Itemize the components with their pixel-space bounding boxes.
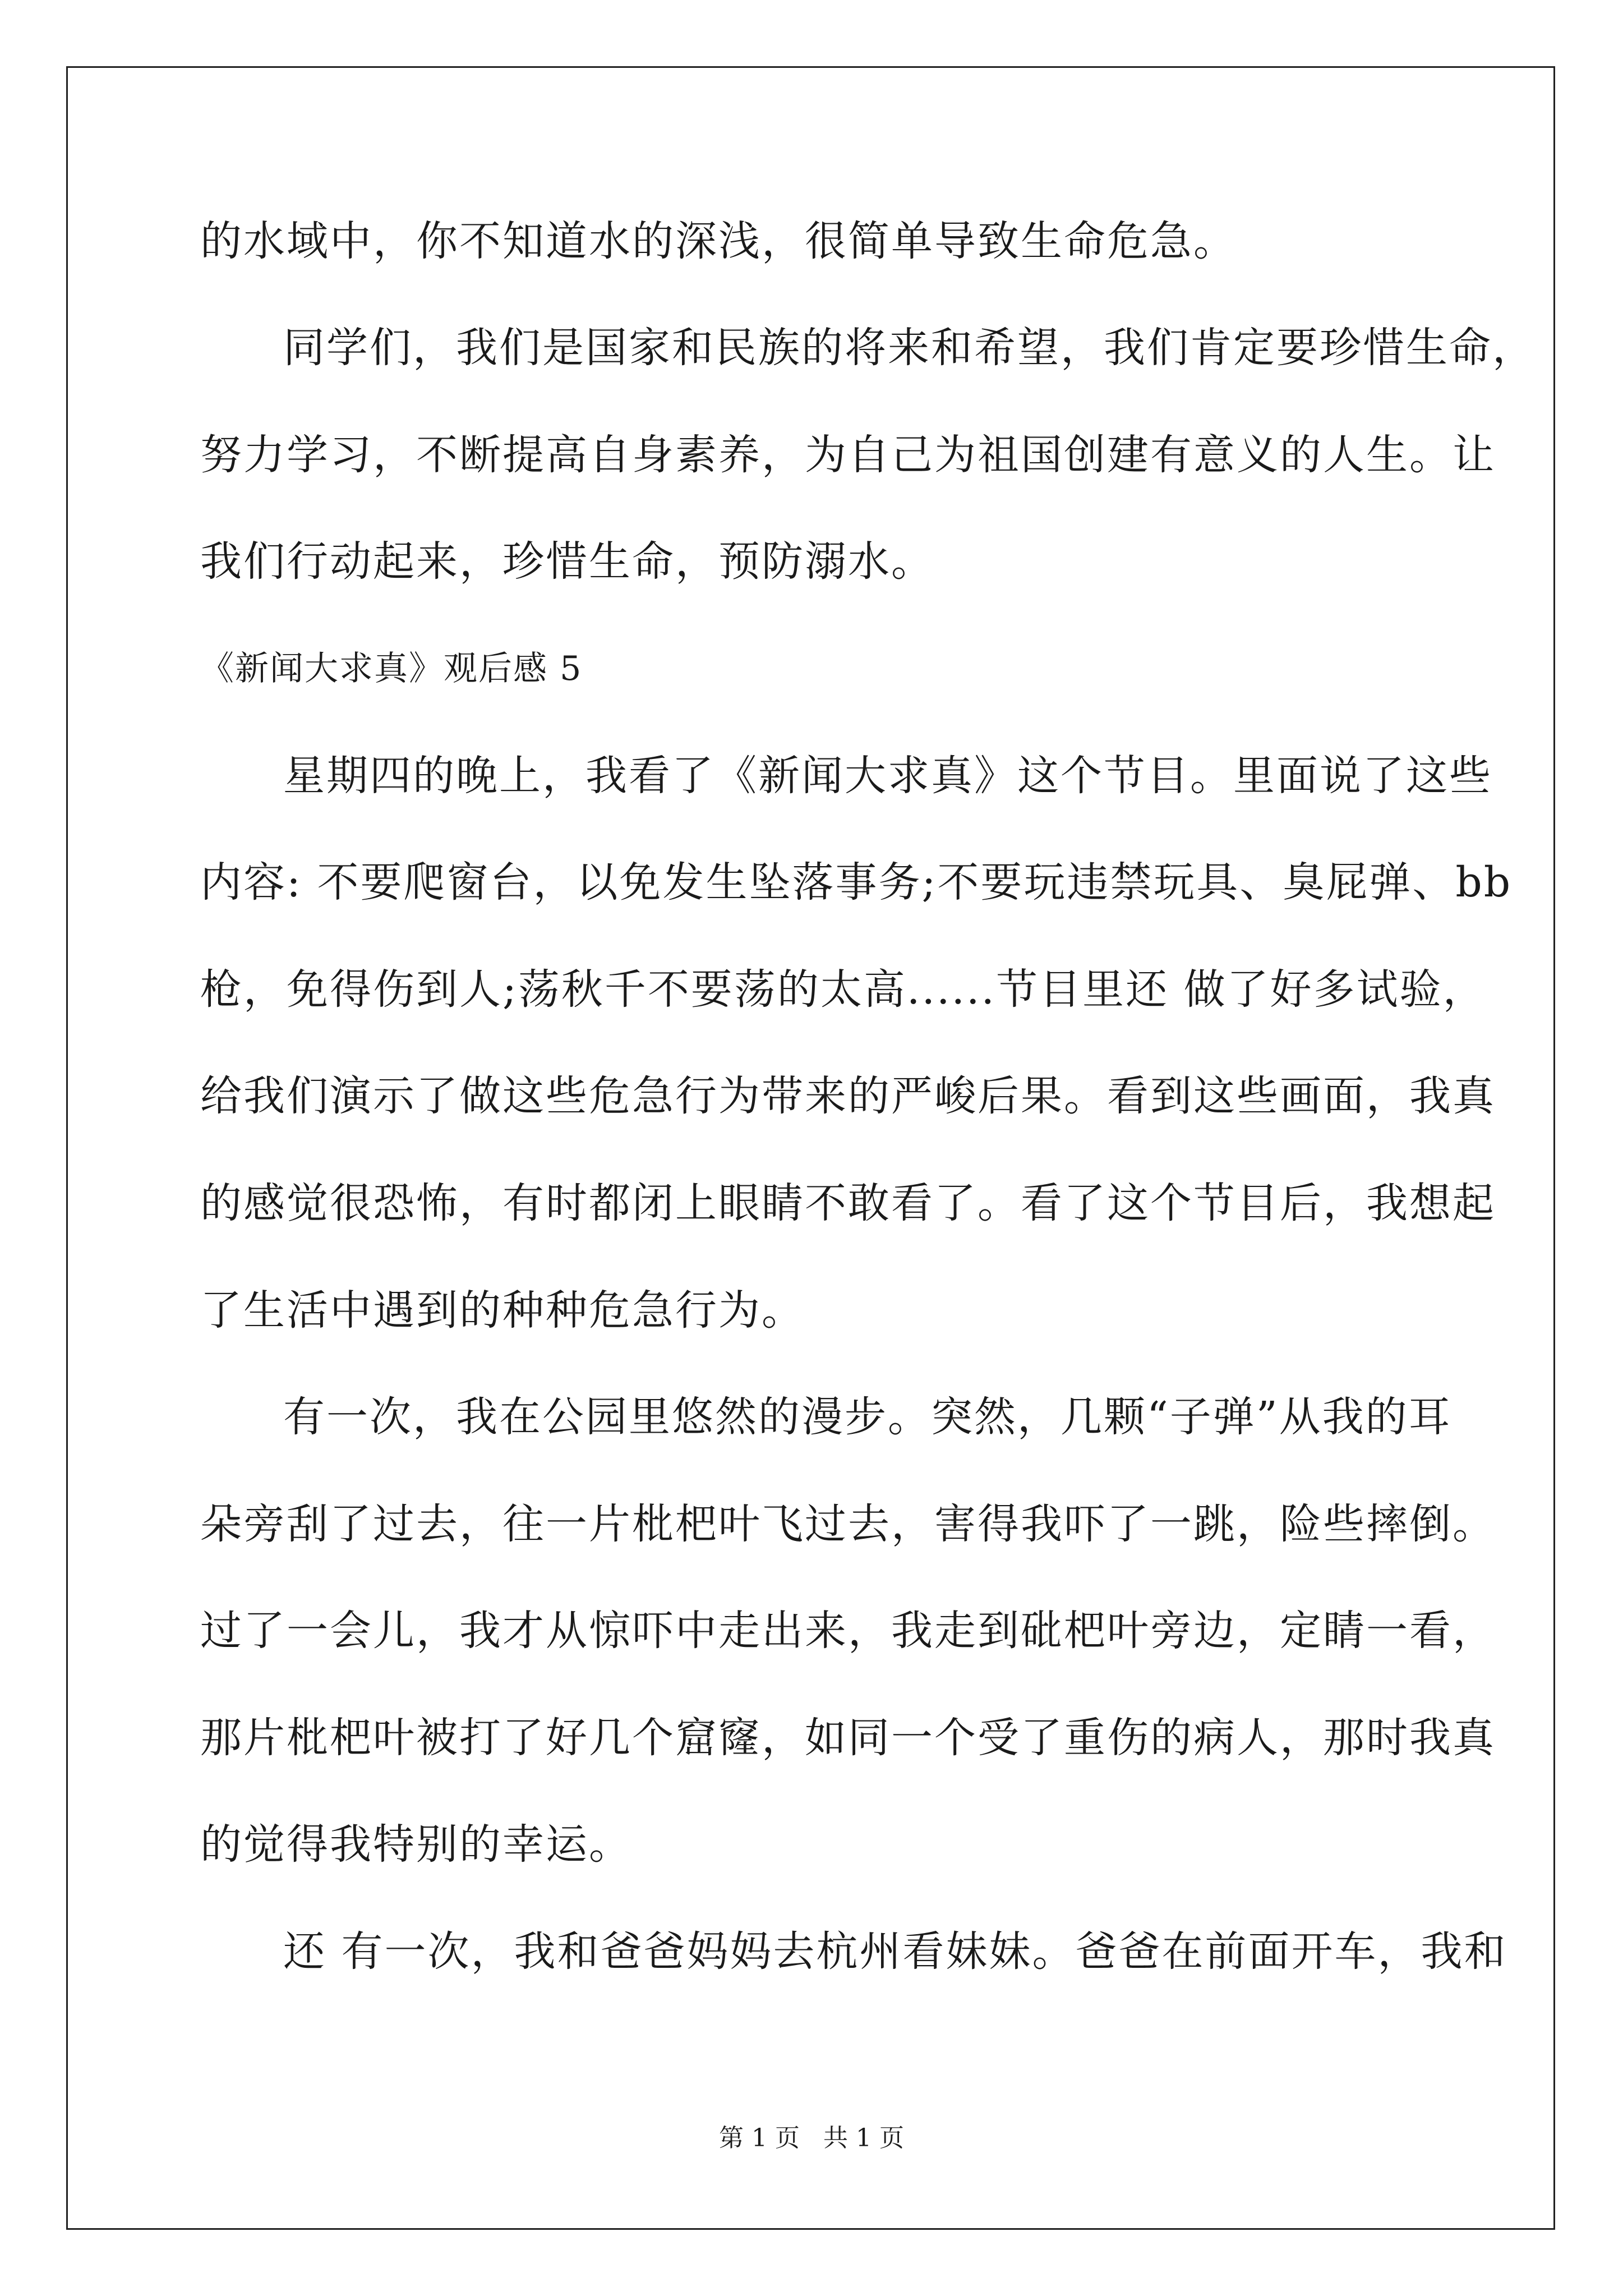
text-line: 了生活中遇到的种种危急行为。 <box>200 1286 805 1335</box>
text-line: 同学们，我们是国家和民族的将来和希望，我们肯定要珍惜生命， <box>283 324 1536 372</box>
text-line: 星期四的晚上，我看了《新闻大求真》这个节目。里面说了这些 <box>283 752 1492 800</box>
text-line: 的水域中，你不知道水的深浅，很简单导致生命危急。 <box>200 217 1237 265</box>
page-border <box>66 66 1555 2230</box>
text-line: 枪，免得伤到人;荡秋千不要荡的太高......节目里还 做了好多试验， <box>200 965 1486 1014</box>
section-heading: 《新闻大求真》观后感 5 <box>200 649 583 688</box>
text-line: 的觉得我特别的幸运。 <box>200 1820 632 1869</box>
text-line: 努力学习，不断提高自身素养，为自己为祖国创建有意义的人生。让 <box>200 431 1496 479</box>
text-line: 给我们演示了做这些危急行为带来的严峻后果。看到这些画面，我真 <box>200 1072 1496 1120</box>
text-line: 我们行动起来，珍惜生命，预防溺水。 <box>200 537 934 586</box>
text-line: 还 有一次，我和爸爸妈妈去杭州看妹妹。爸爸在前面开车，我和 <box>283 1927 1507 1976</box>
text-line: 那片枇杷叶被打了好几个窟窿，如同一个受了重伤的病人，那时我真 <box>200 1714 1496 1762</box>
page-footer: 第 1 页 共 1 页 <box>719 2124 904 2152</box>
text-line: 内容: 不要爬窗台，以免发生坠落事务;不要玩违禁玩具、臭屁弹、bb <box>200 858 1513 907</box>
text-line: 朵旁刮了过去，往一片枇杷叶飞过去，害得我吓了一跳，险些摔倒。 <box>200 1500 1496 1548</box>
text-line: 的感觉很恐怖，有时都闭上眼睛不敢看了。看了这个节目后，我想起 <box>200 1179 1496 1227</box>
text-line: 有一次，我在公园里悠然的漫步。突然，几颗“子弹”从我的耳 <box>283 1393 1452 1441</box>
text-line: 过了一会儿，我才从惊吓中走出来，我走到砒杷叶旁边，定睛一看， <box>200 1607 1496 1655</box>
